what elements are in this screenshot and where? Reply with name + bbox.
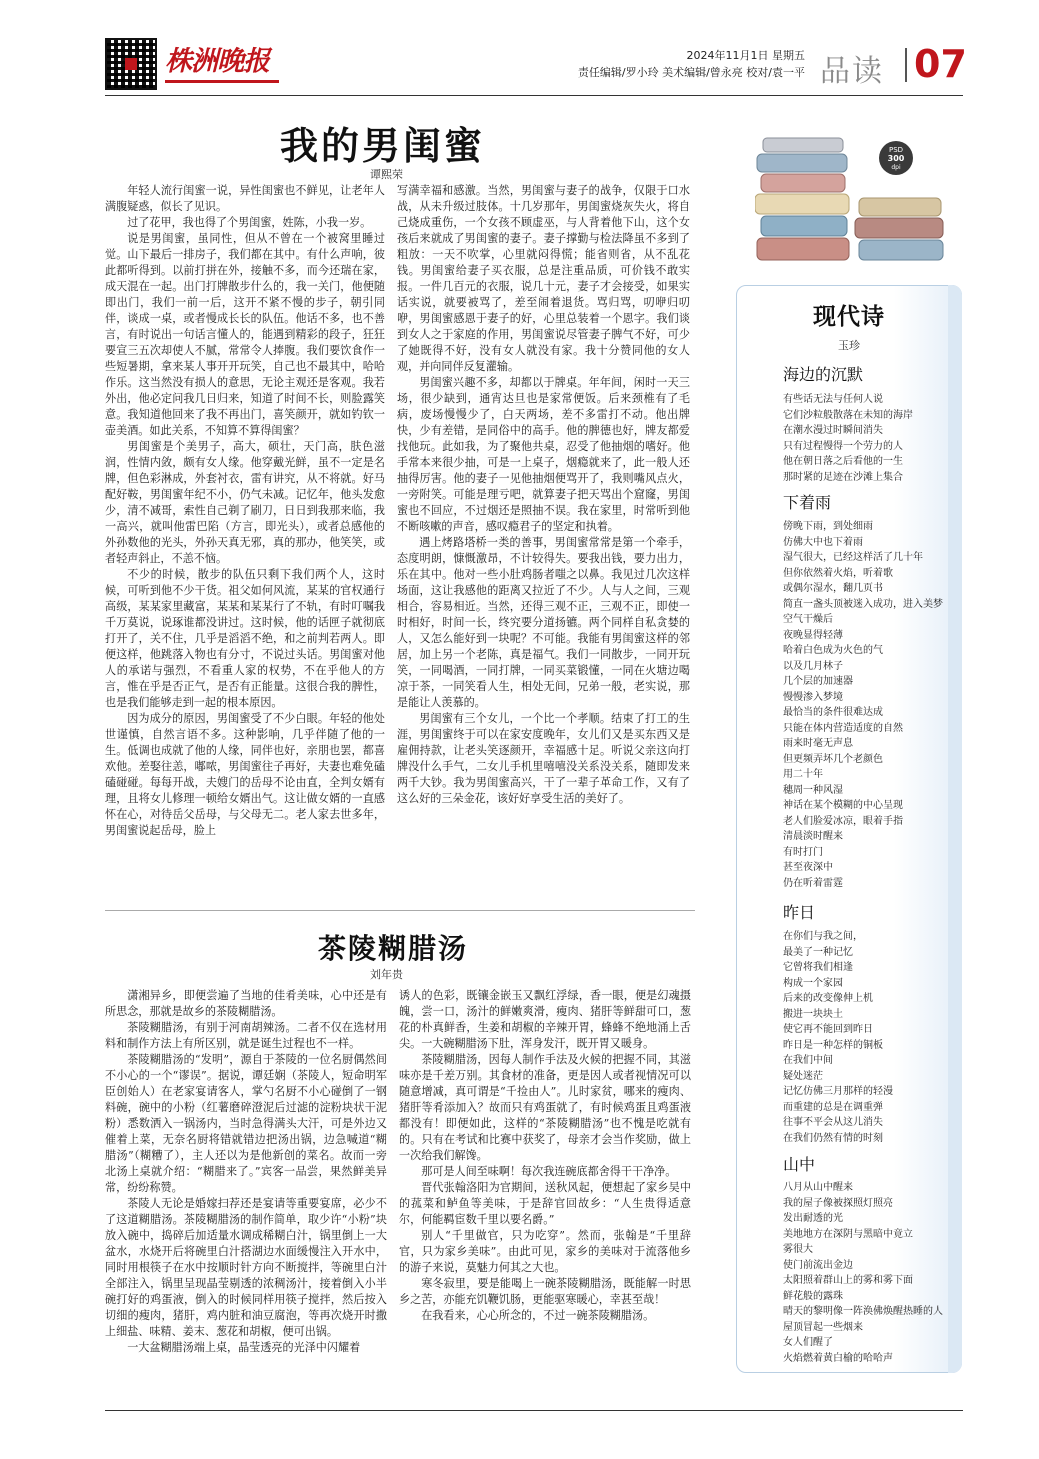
- poem-body: [783, 519, 948, 891]
- article2-title: 茶陵糊腊汤: [318, 932, 469, 965]
- poem-line: 神话在某个模糊的中心呈现: [783, 800, 903, 811]
- poem-title: 昨日: [783, 903, 816, 922]
- poem-line: 或偶尔湿水，翻几页书: [783, 583, 883, 594]
- paragraph: 一大盆糊腊汤端上桌，晶莹透亮的光泽中闪耀着: [127, 1341, 361, 1354]
- header-rule: [105, 95, 963, 96]
- poem-body: [783, 1180, 948, 1366]
- paragraph: 说是男闺蜜，虽同性，但从不曾在一个被窝里睡过觉。山下最后一排房子，我们都在其中。有什么声响，彼此都听得到。以前打拼在外，接触不多，而今还瑞在家，成天混在一起。出门打牌散步什么的，我一关门，他便随即出门，我们一前一后，这开不紧不慢的步子，朝引同伴，谈成一桌，或者慢成长长的队伍。他话不多，也不善言，有时说出一句话言懂人的，能遇到精彩的段子，狂狂要宣三五次却使人不腻，常常令人捧腹。我们要饮食作一些短暑期，拿来某人事开开玩笑，自己也不最其中，哈哈作乐。这当然没有损人的意思，无论主观还是客观。我若外出，他必定问我几日归来，知道了时间不长，则脸露笑意。我知道他回来了我不再出门，喜笑颜开，就如钓钦一壶美酒。如此关系，不知算不算得闺蜜？: [105, 232, 385, 437]
- poem-line: 在我们中间: [783, 1055, 833, 1066]
- poem-line: 最恰当的条件很难达成: [783, 707, 883, 718]
- poem-line: 最美了一种记忆: [783, 946, 853, 958]
- poem-line: 构成一个家园: [783, 977, 843, 989]
- poem-line: 傍晚下雨，到处细雨: [783, 521, 873, 532]
- issue-date: 2024年11月1日 星期五: [686, 49, 805, 62]
- badge-text: dpi: [891, 164, 901, 171]
- poem-line: 它曾将我们相逢: [783, 962, 853, 973]
- poem-line: 但你依然着火焰，听着歌: [783, 567, 893, 579]
- poem-line: 甚至夜深中: [783, 862, 833, 873]
- poem-line: 我的屋子像被探照灯照亮: [783, 1197, 893, 1209]
- poem-title: 海边的沉默: [783, 365, 864, 384]
- badge-text: PSD: [888, 146, 904, 154]
- poem-line: 仿佛大中也下着雨: [783, 536, 863, 548]
- poem-line: 晴天的黎明像一阵涣佛焕醒热睡的人: [783, 1306, 943, 1317]
- poem-line: 火焰燃着黄白榆的哈哈声: [783, 1352, 893, 1364]
- poem-line: 雾很大: [783, 1244, 813, 1255]
- paragraph: 因为成分的原因，男闺蜜受了不少白眼。年轻的他处世谨慎，自然言语不多。这种影响，几乎伴随了他的一生。低调也成就了他的人缘，同伴也好，亲朋也罢，都喜欢他。差娶往恙，嘟哝，男闺蜜往子再好，夫妻也难免磕磕碰碰。每每开战，夫嫂门的岳母不论由直，全判女婿有理，且将女儿修理一顿给女婿出气。这让做女婿的一直感怀在心，对待岳父岳母，与父母无二。老人家去世多年，男闺蜜说起岳母，脸上: [105, 712, 385, 837]
- paragraph: 男闺蜜有三个女儿，一个比一个孝顺。结束了打工的生涯，男闺蜜终于可以在家安度晚年，女儿们又是买东西又是雇佣持款，让老头笑逐颜开，幸福感十足。听说父亲这向打牌没什么手气，二女儿手机里嘻嘻没关系没关系，随即发来两千大钞。我为男闺蜜高兴，干了一辈子革命工作，又有了这么好的三朵金花，该好好享受生活的美好了。: [397, 712, 690, 805]
- paragraph: 过了花甲，我也得了个男闺蜜，姓陈，小我一岁。: [127, 216, 372, 229]
- article-separator: [105, 910, 695, 911]
- poem-line: 简直一盏头顶被迷入成功，进入美梦: [783, 598, 943, 610]
- poem-line: 屋顶冒起一些烟来: [783, 1321, 863, 1333]
- poem-title: 下着雨: [783, 493, 832, 512]
- newspaper-logo: 株洲晚报: [165, 44, 279, 83]
- article2-column-1: [105, 988, 387, 1398]
- section-name: 品读: [820, 54, 884, 89]
- paragraph: 写满幸福和感激。当然，男闺蜜与妻子的战争，仅限于口水战，从未升级过肢体。十几岁那年，男闺蜜烧灰失火，将自己烧成重伤，一个女孩不顾虚巫，与人背着他下山，这个女孩后来就成了男闺蜜的妻子。妻子撑勤与检法降虽不多到了粗放：一天不吹掌，心里就闷得慌；能省则省，从不乱花钱。男闺蜜给妻子买衣服，总是注重品质，可价钱不敢实报。一件几百元的衣服，说几十元，妻子才会接受，如果实话实说，就要被骂了，差至闹着退货。骂归骂，叨咿归叨咿，男闺蜜感恩于妻子的好，心里总装着一个恩字。我们谈到女人之于家庭的作用，男闺蜜说尽管妻子脾气不好，可少了她既得不好，没有女人就没有家。我十分赞同他的女人观，并向同伴反复灌输。: [397, 184, 690, 373]
- poem-line: 使它再不能回到昨日: [783, 1024, 873, 1035]
- paragraph: 茶陵糊腊汤，因每人制作手法及火候的把握不同，其滋味亦是千差万别。其食材的准备，更是因人或者视情况可以随意增减，真可谓是“千捡由人”。儿时家贫，哪来的瘦肉、猪肝等肴添加入？故而只有鸡蛋就了，有时候鸡蛋且鸡蛋液都没有！即便如此，这样的“茶陵糊腊汤”也不愧是吃就有的。只有在考试和比赛中获奖了，母亲才会当作奖励，做上一次给我们解馋。: [399, 1053, 691, 1162]
- paragraph: 男闺蜜兴趣不多，却都以于牌桌。年年间，闲时一天三场，很少缺到，通宵达旦也是家常便饭。后来颈椎有了毛病，废场慢慢少了，白天两场，差不多雷打不动。他出牌快，少有差错，是同俗中的高手。他的脾德也好，牌友都爱找他玩。此如我，为了聚他共桌，忍受了他抽烟的嗜好。他手常本来很少抽，可是一上桌子，烟瘾就来了，此一般人还抽得厉害。他的妻子一见他抽烟便骂开了，我则嘴风点火，一旁附笑。可能是理亏吧，就算妻子把天骂出个窟窿，男闺蜜也不回应，不过烟还是照抽不误。我在家里，时常听到他不断咳嗽的声音，感叹瘾君子的坚定和执着。: [397, 376, 690, 533]
- book-stack-right-icon: [855, 198, 943, 260]
- poem-line: 有些话无法与任何人说: [783, 394, 883, 405]
- poem-line: 有时打门: [783, 846, 823, 858]
- poem-line: 使门前流出金边: [783, 1259, 853, 1271]
- poem-line: 在你们与我之间，: [783, 931, 863, 942]
- paragraph: 茶陵糊腊汤的“发明”，源自于茶陵的一位名厨偶然间不小心的一个“谬误”。据说，谭廷娴（茶陵人，短命明军臣创始人）在老家宴请客人，掌勺名厨不小心碰倒了一钢料碗，碗中的小粉（红薯磨碎澄泥后过滤的淀粉块状干泥粉）悉数洒入一锅汤内，当时急得满头大汗，可是外边又催着上菜，无奈名厨将错就错边把汤出锅，边急喊道“糊腊汤”（糊糟了），主人还以为是他新创的菜名。故而一旁北汤上桌就介绍：“糊腊来了。”宾客一品尝，果然鲜美异常，纷纷称赞。: [105, 1053, 387, 1194]
- poem-line: 老人们脸爱冰凉，眼着手指: [783, 815, 903, 827]
- article1-column-1: [105, 183, 385, 903]
- poem-line: 几个层的加速器: [783, 676, 853, 687]
- paragraph: 不少的时候，散步的队伍只剩下我们两个人，这时候，可听到他不少干货。祖父如何风流，某某的官权通行高级，某某家里藏富，某某和某某行了不轨，有时叮嘱我千万莫说，说琢谁都没讲过。这时候，他的话匣子就彻底打开了，关不住，几乎是滔滔不绝，和之前判若两人。即便这样，他跳落入物也有分寸，不说过头话。男闺蜜对他人的承诺与强烈，不看重人家的权势，不在乎他人的方言，惟在乎是否正气，是否有正能量。这很合我的脾性，也是我们能够走到一起的根本原因。: [105, 568, 385, 709]
- poem-line: 那时紧的足迹在沙滩上集合: [783, 471, 903, 483]
- paragraph: 茶陵糊腊汤，有别于河南胡辣汤。二者不仅在选材用料和制作方法上有所区别，就是诞生过程也不一样。: [105, 1021, 387, 1050]
- article2-author: 刘年贵: [370, 968, 403, 981]
- poem-line: 鲜花般的露珠: [783, 1290, 843, 1302]
- qr-code[interactable]: [105, 38, 157, 90]
- poem-line: 疑处迷茫: [783, 1070, 823, 1082]
- poem-line: 夜晚显得轻薄: [783, 629, 843, 641]
- books-illustration: [755, 128, 955, 278]
- poem-line: 用二十年: [783, 769, 823, 780]
- poem-line: 发出耐透的光: [783, 1213, 843, 1224]
- paragraph: 别人“千里做官，只为吃穿”。然而，张翰是“千里辞官，只为家乡美味”。由此可见，家乡的美味对于流落他乡的游子来说，莫魅力何其之大也。: [399, 1229, 691, 1274]
- poem-line: 在我们仍然有情的时刻: [783, 1132, 883, 1144]
- poem-line: 往事不平会从这儿消失: [783, 1117, 883, 1128]
- article2-column-2: [399, 988, 691, 1398]
- poem-body: [783, 392, 948, 485]
- poem-line: 雨来时毫无声息: [783, 738, 853, 749]
- poem-line: 后来的改变像伸上机: [783, 993, 873, 1004]
- staff-credits: 责任编辑/罗小玲 美术编辑/曾永亮 校对/袁一平: [577, 66, 805, 79]
- poem-line: 但更频弄坏几个老颜色: [783, 753, 883, 765]
- poem-line: 记忆仿佛三月那样的轻漫: [783, 1086, 893, 1097]
- paragraph: 在我看来，心心所念的，不过一碗茶陵糊腊汤。: [421, 1309, 655, 1322]
- poem-line: 只能在体内营造适度的自然: [783, 722, 903, 734]
- poem-line: 八月从山中醒来: [783, 1182, 853, 1193]
- poetry-panel-edge: [948, 285, 962, 1373]
- paragraph: 晋代张翰洛阳为官期间，送秋风起，便想起了家乡吴中的菰菜和鲈鱼等美味，于是辞官回故乡：“人生贵得适意尔，何能羁宦数千里以要名爵。”: [399, 1181, 691, 1226]
- poem-line: 搬进一块块土: [783, 1008, 843, 1020]
- paragraph: 诱人的色彩，既镶金嵌玉又飘红浮绿，香一眼，便是幻魂摄魄，尝一口，汤汁的鲜嫩爽滑，瘦肉、猪肝等鲜甜可口，葱花的朴真鲜香，生姜和胡椒的辛辣开胃，蜂蜂不绝地涌上舌尖。一大碗糊腊汤下肚，浑身发汗，既开胃又暖身。: [399, 989, 691, 1050]
- paragraph: 男闺蜜是个美男子，高大，硕壮，天门高，肤色滋润，性情内敛，颇有女人缘。他穿戴光鲜，虽不一定是名牌，但色彩淋成，外套衬衣，雷有讲究，从不将就。好马配好鞍，男闺蜜年纪不小，仍气未减。记忆年，他头发愈少，清不减哥，索性自己剃了刷刀，日日到我那来临，我一高兴，就叫他雷巴陷（方言，即光头），或者总感他的外孙数他的光头，外孙天真无邪，真的那办，他笑笑，或者轻声斜止，不恙不恼。: [105, 440, 385, 565]
- book-stack-left-icon: [755, 138, 849, 260]
- poem-line: 空气干燥后: [783, 614, 833, 625]
- paragraph: 寒冬寂里，要是能喝上一碗茶陵糊腊汤，既能解一时思乡之苦，亦能充饥鞭饥肠，更能驱寒暖心，幸甚至哉！: [399, 1277, 691, 1306]
- header-divider: [905, 48, 907, 82]
- poem-line: 太阳照着群山上的雾和雾下面: [783, 1275, 913, 1286]
- badge-text: 300: [887, 154, 905, 163]
- poem-line: 慢慢渗入梦境: [783, 691, 843, 703]
- poem-line: 以及几月林子: [783, 660, 843, 672]
- poetry-author: 玉珍: [838, 339, 860, 352]
- poem-line: 哈着白色成为火色的气: [783, 645, 883, 656]
- poem-line: 湿气很大，已经这样活了几十年: [783, 552, 923, 563]
- article1-column-2: [397, 183, 690, 903]
- poem-line: 他在朝日落之后看他的一生: [783, 456, 903, 467]
- paragraph: 茶陵人无论是婚嫁扫荐还是宴请等重要宴席，必少不了这道糊腊汤。茶陵糊腊汤的制作简单，取少许“小粉”块放入碗中，捣碎后加适量水调成稀糊白汁，锅里倒上一大盆水，水烧开后将碗里白汁搭湖边水面缓慢注入开水中，同时用根筷子在水中按顺时针方向不断搅拌，等碗里白汁全部注入，锅里呈现晶莹剔透的浓稠汤汁，接着倒入小半碗打好的鸡蛋液，倒入的时候同样用筷子搅拌，然后按入切细的瘦肉，猪肝，鸡内脏和油豆腐泡，等再次烧开时撒上细盐、味精、姜末、葱花和胡椒，便可出锅。: [105, 1197, 387, 1338]
- poem-line: 只有过程慢得一个劳力的人: [783, 440, 903, 452]
- poem-line: 美地地方在深阴与黑暗中竟立: [783, 1228, 913, 1240]
- article1-title: 我的男闺蜜: [280, 123, 486, 168]
- page-number: 07: [914, 42, 967, 86]
- paragraph: 那可是人间至味啊！每次我连碗底都舍得干干净净。: [421, 1165, 677, 1178]
- poem-line: 昨日是一种怎样的铜板: [783, 1039, 883, 1051]
- poem-line: 穗周一种风湿: [783, 784, 843, 796]
- poem-line: 女人们醒了: [783, 1337, 833, 1348]
- poem-line: 它们沙粒般散落在未知的海岸: [783, 409, 913, 421]
- paragraph: 遇上烤路塔桥一类的善事，男闺蜜常常是第一个牵手，态度明朗，慷慨激昂，不计较得失。要我出钱，要力出力，乐在其中。他对一些小肚鸡肠者嗤之以鼻。我见过几次这样场面，这让我感他的距离又拉近了不少。人与人之间，三观相合，容易相近。当然，还得三观不正，三观不正，即使一时相好，时间一长，终究要分道扬镳。两个同样自私贪婪的人，又怎么能好到一块呢？不可能。我能有男闺蜜这样的邻居，加上另一个老陈，真是福气。我们一同散步，一同开玩笑，一同喝酒，一同打牌，一同买菜锻懂，一同在火塘边喝凉于茶，一同笑看人生，相处无间，兄弟一般，老实说，那是能让人羡慕的。: [397, 536, 690, 709]
- paragraph: 年轻人流行闺蜜一说，异性闺蜜也不鲜见，让老年人满腹疑惑，似长了见识。: [105, 184, 385, 213]
- poem-line: 清晨淡时醒来: [783, 831, 843, 842]
- poem-line: 在潮水漫过时瞬间消失: [783, 425, 883, 436]
- poem-line: 仍在听着雷霆: [783, 877, 843, 889]
- article1-author: 谭熙荣: [370, 168, 403, 181]
- poem-title: 山中: [783, 1155, 816, 1174]
- poem-line: 而重建的总是在调重弹: [783, 1101, 883, 1113]
- poetry-heading: 现代诗: [813, 303, 885, 330]
- footer-rule: [105, 1410, 963, 1411]
- poem-body: [783, 929, 948, 1146]
- paragraph: 潇湘异乡，即便尝遍了当地的佳肴美味，心中还是有所思念，那就是故乡的茶陵糊腊汤。: [105, 989, 387, 1018]
